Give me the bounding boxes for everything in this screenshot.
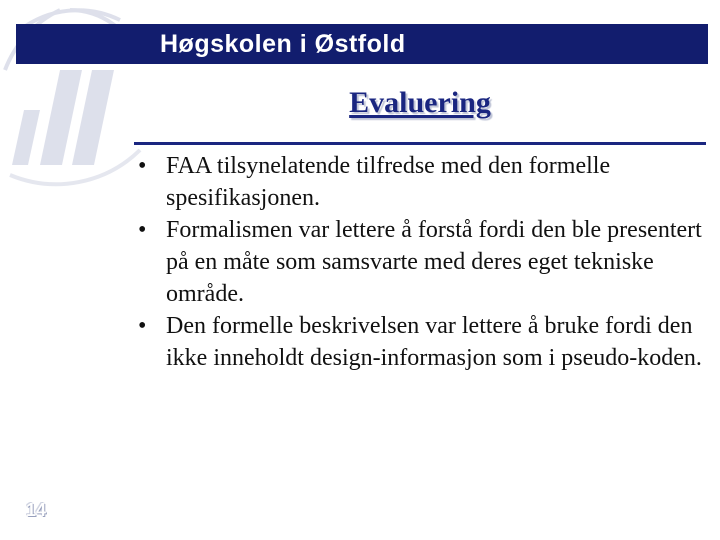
bullet-item xyxy=(136,214,706,310)
bullet-item xyxy=(136,150,706,214)
bullet-icon: • xyxy=(138,313,147,339)
bullet-text: FAA tilsynelatende tilfredse med den formelle spesifikasjonen. xyxy=(166,153,611,211)
page-number: 14 xyxy=(26,500,47,520)
bullet-item xyxy=(136,310,706,374)
bullet-icon: • xyxy=(138,217,147,243)
bullet-list xyxy=(136,150,706,374)
bullet-icon: • xyxy=(138,153,147,179)
institution-name: Høgskolen i Østfold xyxy=(160,30,406,58)
bullet-text: Formalismen var lettere å forstå fordi den ble presentert på en måte som samsvarte med deres eget tekniske område. xyxy=(166,217,702,307)
bullet-text: Den formelle beskrivelsen var lettere å bruke fordi den ikke inneholdt design-informasjon som i pseudo-koden. xyxy=(166,313,702,371)
title-divider xyxy=(134,142,706,145)
slide-title: Evaluering xyxy=(349,86,491,119)
